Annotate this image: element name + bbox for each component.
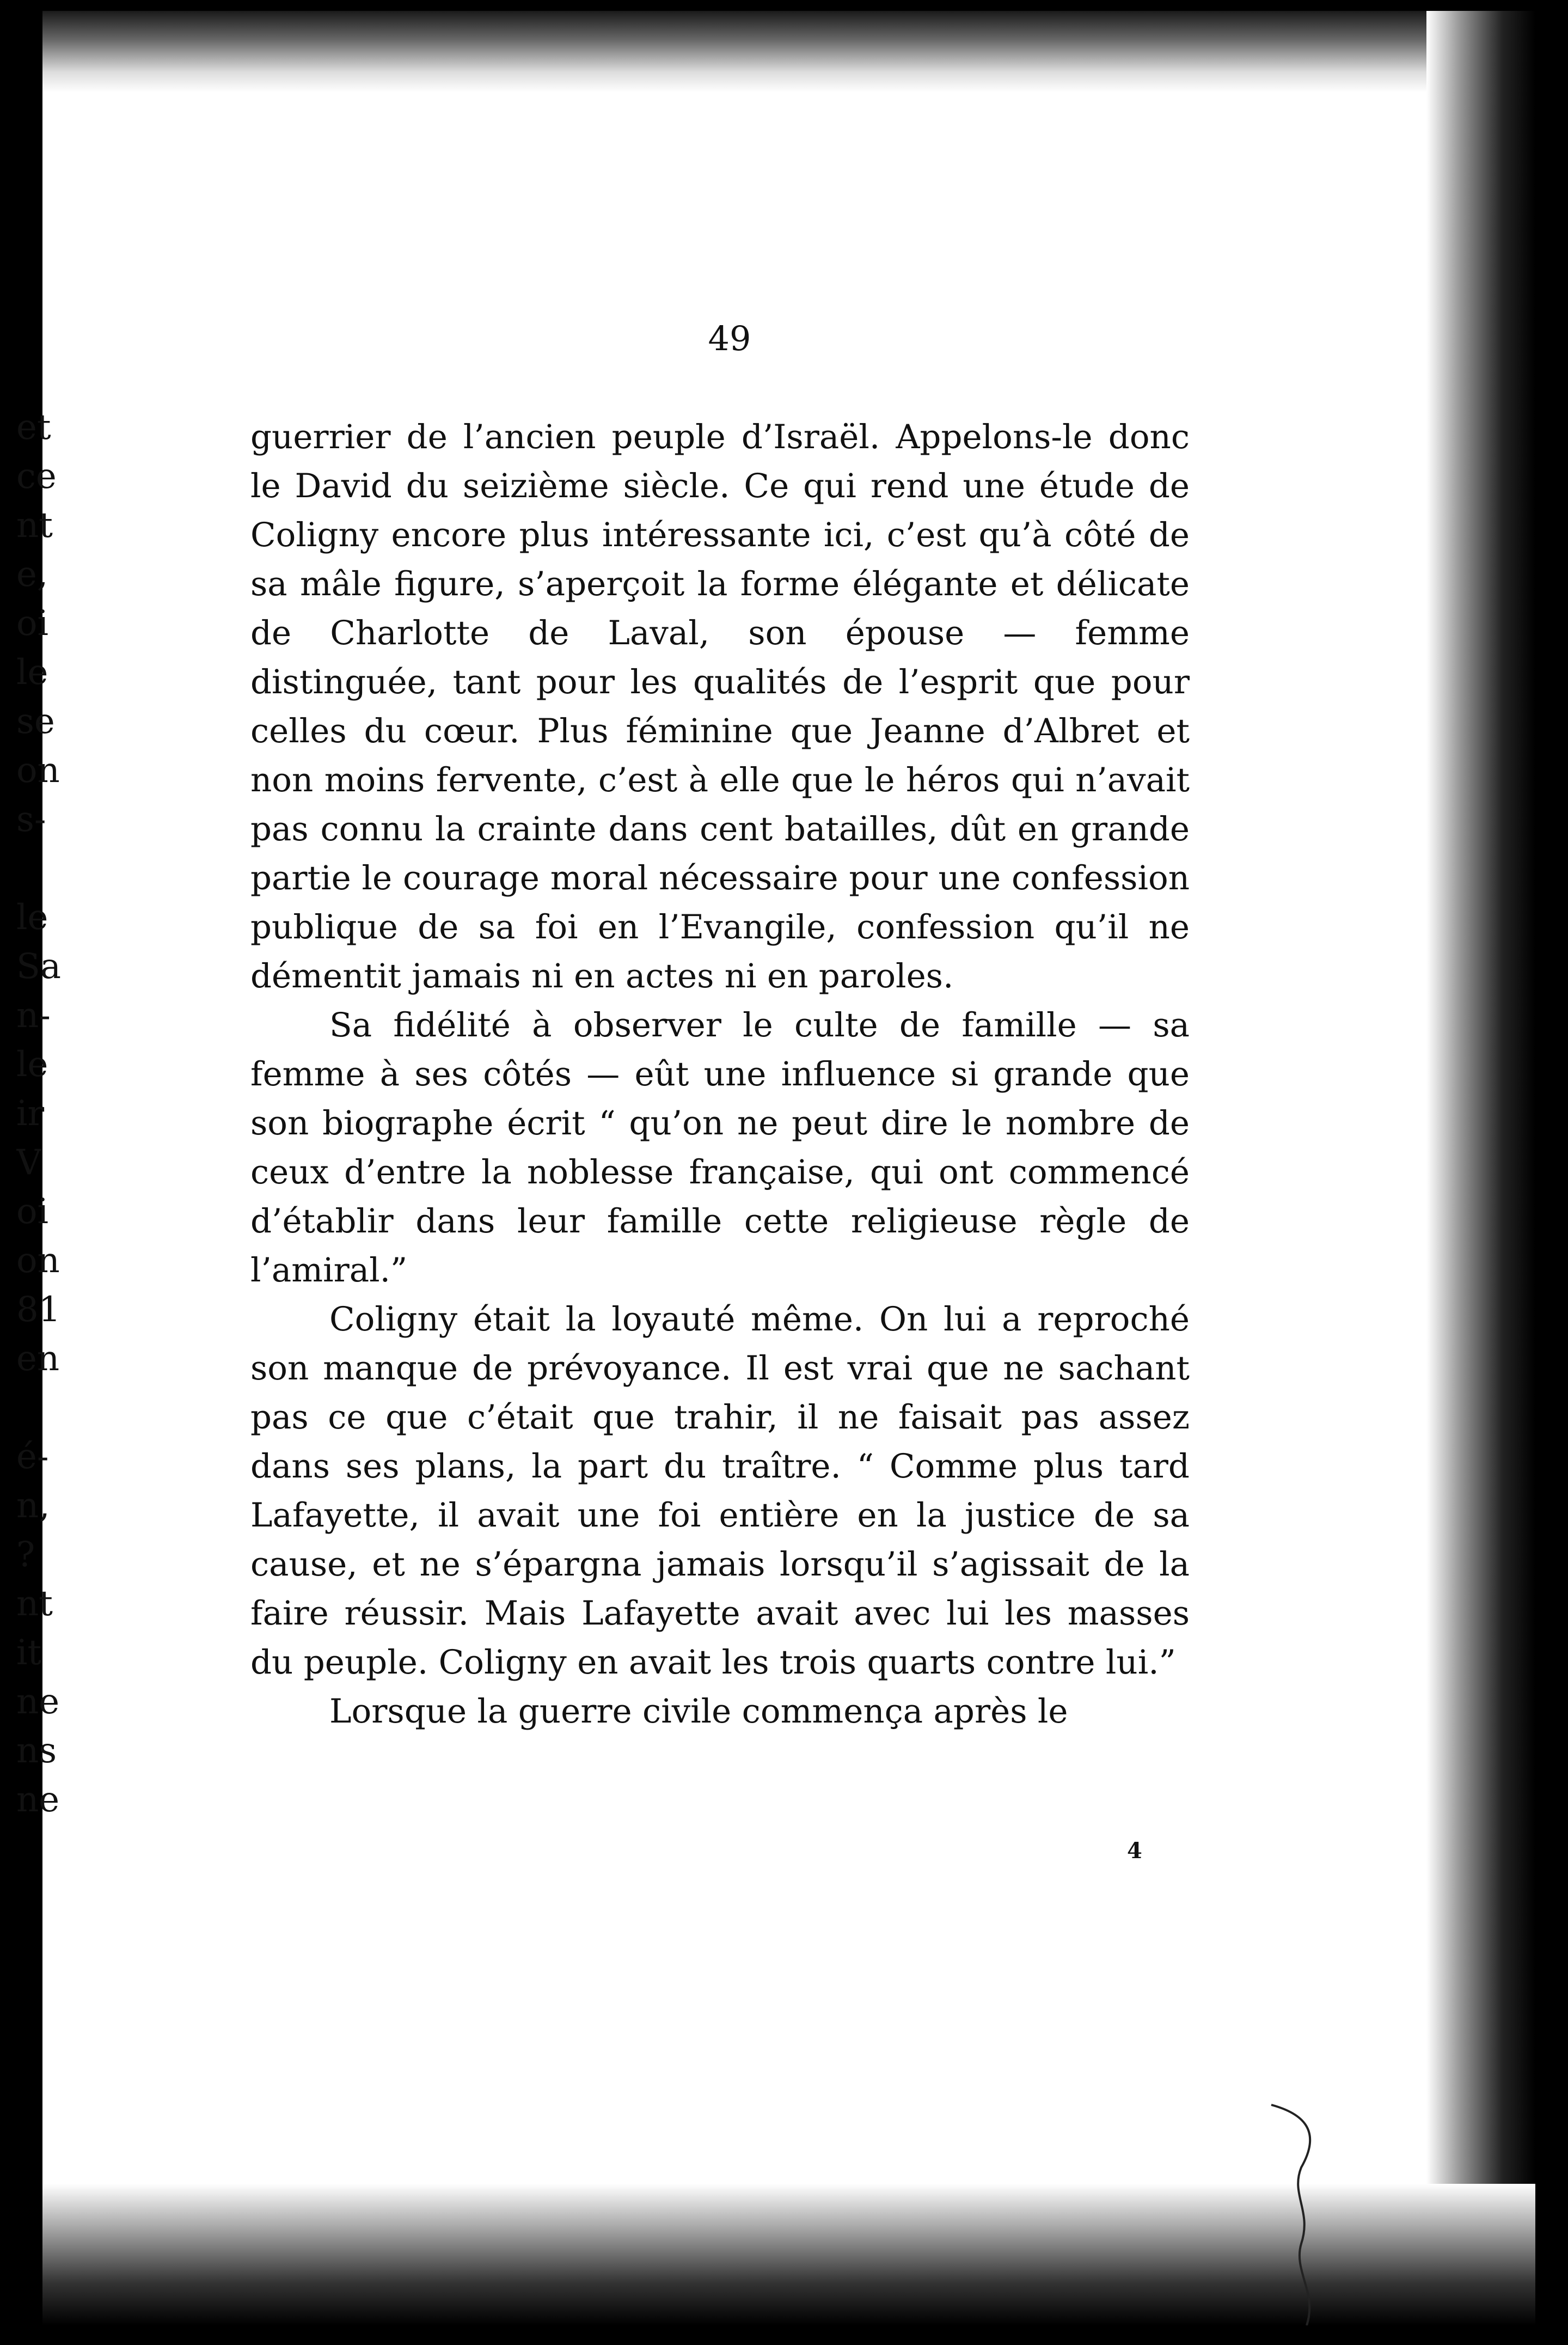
facing-page-fragment: et bbox=[16, 407, 51, 448]
facing-page-fragment: it bbox=[16, 1633, 42, 1673]
facing-page-fragment: le bbox=[16, 897, 48, 938]
scan-top-edge bbox=[42, 11, 1535, 93]
facing-page-fragment: e, bbox=[16, 554, 48, 595]
facing-page-fragment: oi bbox=[16, 1192, 48, 1232]
facing-page-fragment: 81 bbox=[16, 1290, 61, 1330]
facing-page-fragment: é- bbox=[16, 1437, 49, 1477]
facing-page-fragment: s- bbox=[16, 799, 46, 840]
facing-page-fragment: ? bbox=[16, 1535, 35, 1575]
paragraph: guerrier de l’ancien peuple d’Israël. Appelons-le donc le David du seizième siècle. Ce qui rend une étude de Coligny encore plus intéressante ici, c’est qu’à côté de sa mâle figure, s’aperçoit la forme élégante et délicate de Charlotte de Laval, son épouse — femme distinguée, tant pour les qualités de l’esprit que pour celles du cœur. Plus féminine que Jeanne d’Albret et non moins fervente, c’est à elle que le héros qui n’avait pas connu la crainte dans cent batailles, dût en grande partie le courage moral nécessaire pour une confession publique de sa foi en l’Evangile, confession qu’il ne démentit jamais ni en actes ni en paroles. bbox=[250, 418, 1190, 996]
facing-page-fragment bbox=[16, 844, 82, 893]
facing-page-fragment: le bbox=[16, 1045, 48, 1085]
facing-page-fragment: se bbox=[16, 701, 55, 742]
page-number: 49 bbox=[708, 319, 751, 358]
facing-page-fragment: on bbox=[16, 750, 60, 791]
facing-page-fragment: Sa bbox=[16, 946, 61, 987]
facing-page-fragment: le bbox=[16, 652, 48, 693]
facing-page-fragment: oi bbox=[16, 603, 48, 644]
facing-page-fragment: V bbox=[16, 1143, 42, 1183]
facing-page-fragment: on bbox=[16, 1241, 60, 1281]
body-text bbox=[250, 413, 1190, 1736]
facing-page-fragment: ns bbox=[16, 1731, 57, 1771]
paragraph: Lorsque la guerre civile commença après le bbox=[329, 1692, 1068, 1731]
paragraph: Coligny était la loyauté même. On lui a reproché son manque de prévoyance. Il est vrai que ne sachant pas ce que c’était que trahir, il ne faisait pas assez dans ses plans, la part du traître. “ Comme plus tard Lafayette, il avait une foi entière en la justice de sa cause, et ne s’épargna jamais lorsqu’il s’agissait de la faire réussir. Mais Lafayette avait avec lui les masses du peuple. Coligny en avait les trois quarts contre lui.” bbox=[250, 1300, 1190, 1682]
facing-page-fragment: ne bbox=[16, 1780, 60, 1820]
facing-page-fragment: ir bbox=[16, 1094, 45, 1134]
facing-page-fragment: ne bbox=[16, 1682, 60, 1722]
facing-page-fragment: n, bbox=[16, 1486, 50, 1526]
facing-page-fragment: n- bbox=[16, 996, 51, 1036]
facing-page-fragment: en bbox=[16, 1339, 60, 1379]
scanned-page bbox=[11, 11, 1535, 2325]
facing-page-fragment: ce bbox=[16, 456, 57, 497]
facing-page-fragment bbox=[16, 1383, 82, 1432]
facing-page-fragment: nt bbox=[16, 505, 53, 546]
facing-page-fragments bbox=[16, 403, 82, 1824]
paragraph: Sa fidélité à observer le culte de famille — sa femme à ses côtés — eût une influence si grande que son biographe écrit “ qu’on ne peut dire le nombre de ceux d’entre la noblesse française, qui ont commencé d’établir dans leur famille cette religieuse règle de l’amiral.” bbox=[250, 1006, 1190, 1290]
scan-right-edge bbox=[1426, 11, 1535, 2325]
pencil-bracket-mark bbox=[1269, 2102, 1328, 2325]
facing-page-fragment: nt bbox=[16, 1584, 53, 1624]
signature-mark: 4 bbox=[1127, 1838, 1142, 1864]
